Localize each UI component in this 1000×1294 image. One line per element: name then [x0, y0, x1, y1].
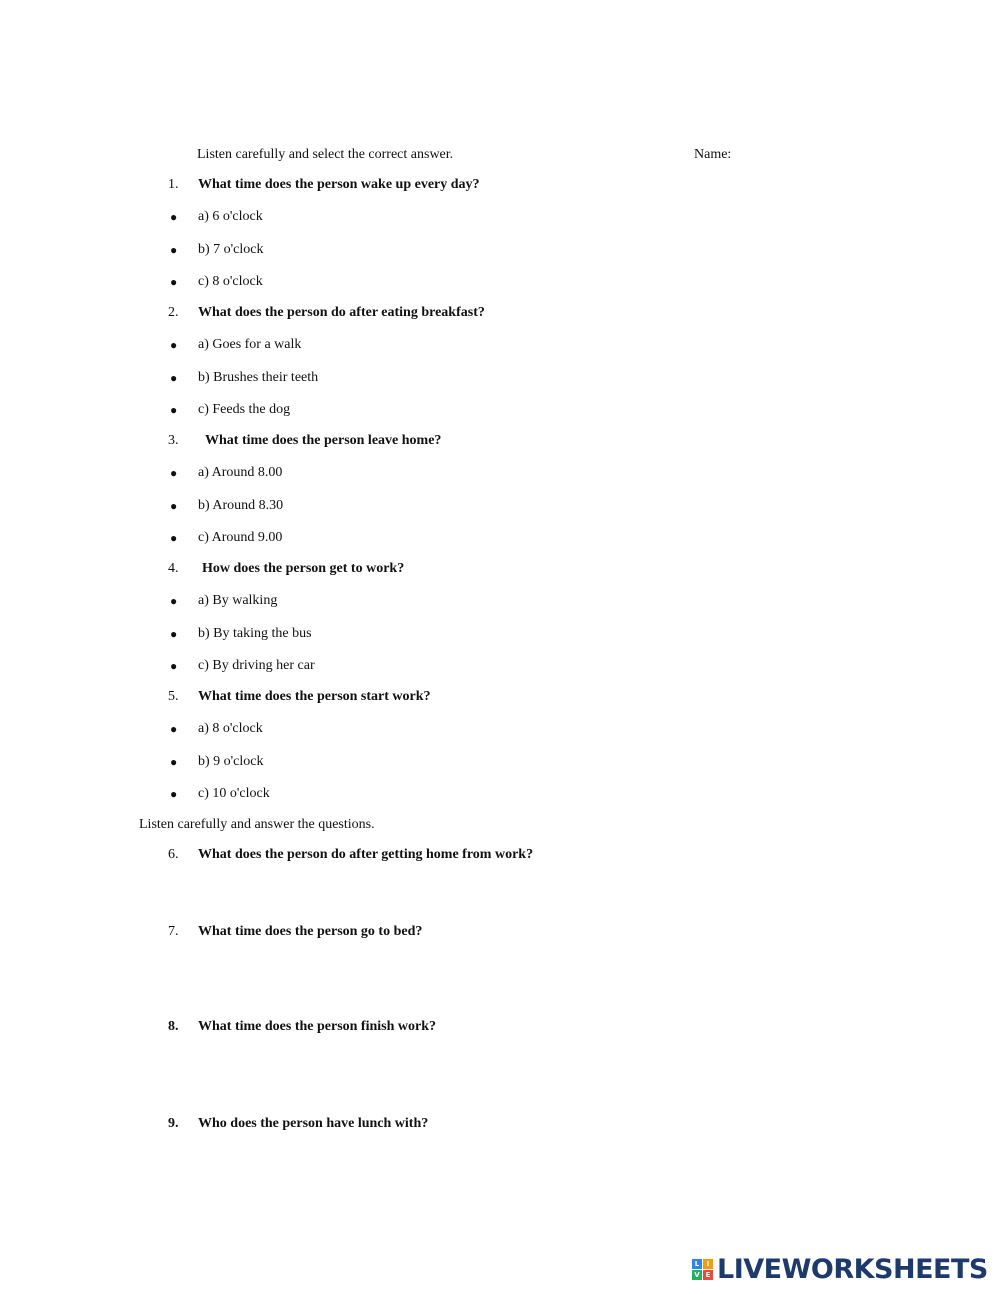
logo-text: LIVEWORKSHEETS	[717, 1253, 988, 1285]
bullet-icon: ●	[170, 275, 178, 289]
logo-mark-icon	[692, 1259, 713, 1280]
question-number: 8.	[168, 1019, 179, 1034]
answer-option[interactable]: c) 10 o'clock	[198, 786, 270, 801]
answer-option[interactable]: a) 8 o'clock	[198, 721, 263, 736]
logo-mark-cell: V	[692, 1270, 702, 1280]
question-text: What time does the person go to bed?	[198, 924, 423, 939]
logo-mark-cell: L	[692, 1259, 702, 1269]
question-number: 9.	[168, 1116, 179, 1131]
answer-option[interactable]: c) By driving her car	[198, 658, 315, 673]
question-text: What time does the person leave home?	[205, 433, 442, 448]
question-number: 3.	[168, 433, 179, 448]
liveworksheets-logo	[692, 1254, 988, 1284]
bullet-icon: ●	[170, 722, 178, 736]
logo-mark-cell: E	[703, 1270, 713, 1280]
instruction-answer: Listen carefully and answer the questions.	[139, 817, 375, 832]
answer-option[interactable]: b) 7 o'clock	[198, 242, 264, 257]
instruction-select: Listen carefully and select the correct answer.	[197, 147, 454, 162]
bullet-icon: ●	[170, 210, 178, 224]
question-number: 2.	[168, 305, 179, 320]
answer-option[interactable]: c) Around 9.00	[198, 530, 283, 545]
question-text: What time does the person wake up every day?	[198, 177, 480, 192]
answer-option[interactable]: b) Brushes their teeth	[198, 370, 319, 385]
question-text: What time does the person finish work?	[198, 1019, 437, 1034]
name-label: Name:	[694, 147, 732, 162]
question-number: 6.	[168, 847, 179, 862]
question-number: 7.	[168, 924, 179, 939]
question-number: 1.	[168, 177, 179, 192]
bullet-icon: ●	[170, 594, 178, 608]
answer-option[interactable]: c) Feeds the dog	[198, 402, 291, 417]
bullet-icon: ●	[170, 659, 178, 673]
bullet-icon: ●	[170, 403, 178, 417]
bullet-icon: ●	[170, 787, 178, 801]
answer-option[interactable]: a) Around 8.00	[198, 465, 283, 480]
question-text: What does the person do after eating breakfast?	[198, 305, 485, 320]
bullet-icon: ●	[170, 499, 178, 513]
bullet-icon: ●	[170, 243, 178, 257]
question-text: Who does the person have lunch with?	[198, 1116, 429, 1131]
question-text: What does the person do after getting home from work?	[198, 847, 534, 862]
bullet-icon: ●	[170, 531, 178, 545]
answer-option[interactable]: b) Around 8.30	[198, 498, 284, 513]
question-text: What time does the person start work?	[198, 689, 431, 704]
answer-option[interactable]: b) By taking the bus	[198, 626, 312, 641]
answer-option[interactable]: c) 8 o'clock	[198, 274, 263, 289]
bullet-icon: ●	[170, 338, 178, 352]
bullet-icon: ●	[170, 371, 178, 385]
answer-option[interactable]: a) Goes for a walk	[198, 337, 302, 352]
answer-option[interactable]: a) 6 o'clock	[198, 209, 263, 224]
bullet-icon: ●	[170, 627, 178, 641]
answer-option[interactable]: a) By walking	[198, 593, 278, 608]
logo-mark-cell: I	[703, 1259, 713, 1269]
question-number: 5.	[168, 689, 179, 704]
bullet-icon: ●	[170, 466, 178, 480]
question-number: 4.	[168, 561, 179, 576]
answer-option[interactable]: b) 9 o'clock	[198, 754, 264, 769]
question-text: How does the person get to work?	[202, 561, 405, 576]
bullet-icon: ●	[170, 755, 178, 769]
